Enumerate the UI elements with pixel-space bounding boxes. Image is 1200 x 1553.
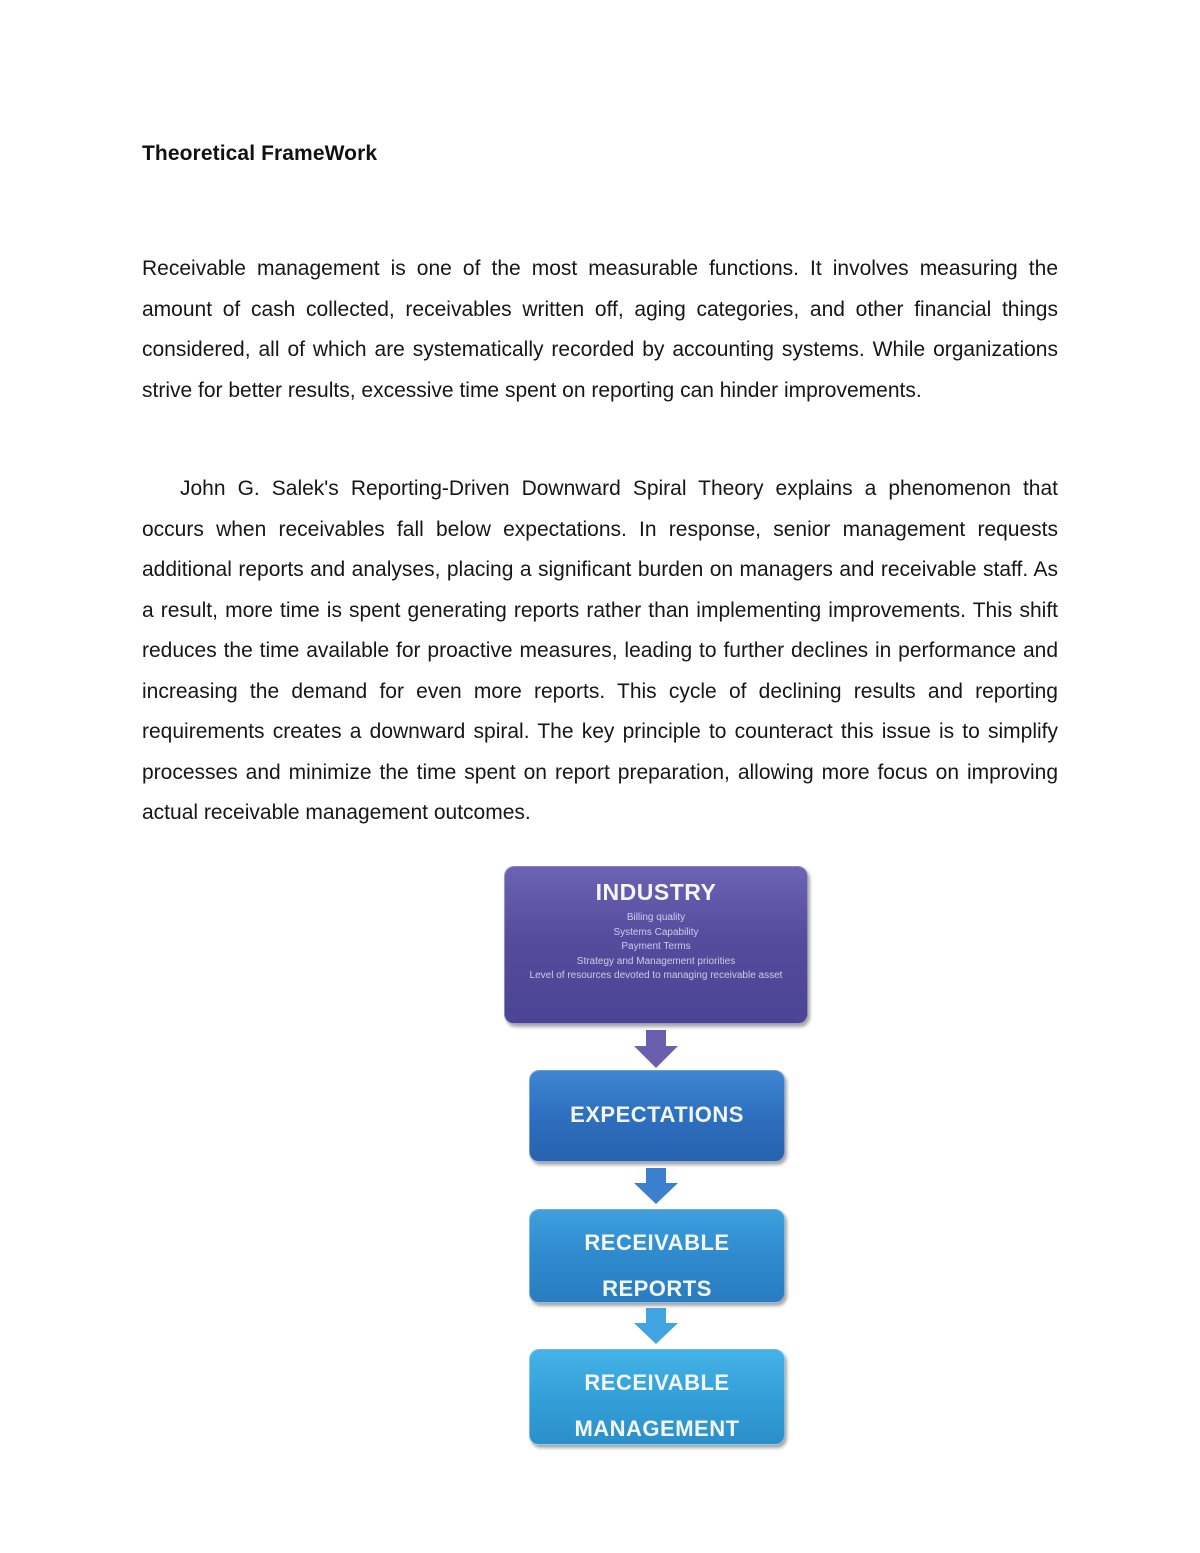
arrow-shape [634, 1308, 678, 1344]
receivable-reports-title-line2: REPORTS [602, 1276, 712, 1301]
industry-factor-item: Payment Terms [621, 941, 691, 952]
paragraph-intro: Receivable management is one of the most measurable functions. It involves measuring the amount of cash collected, receivables written off, aging categories, and other financial things considered, all of which are systematically recorded by accounting systems. While organizations strive for better results, excessive time spent on reporting can hinder improvements. [142, 257, 1058, 402]
receivable-reports-title-line1: RECEIVABLE [584, 1230, 730, 1255]
paragraph-theory: John G. Salek's Reporting-Driven Downward Spiral Theory explains a phenomenon that occurs when receivables fall below expectations. In response, senior management requests additional reports and analyses, placing a significant burden on managers and receivable staff. As a result, more time is spent generating reports rather than implementing improvements. This shift reduces the time available for proactive measures, leading to further declines in performance and increasing the demand for even more reports. This cycle of declining results and reporting requirements creates a downward spiral. The key principle to counteract this issue is to simplify processes and minimize the time spent on report preparation, allowing more focus on improving actual receivable management outcomes. [142, 477, 1058, 824]
expectations-box [529, 1070, 785, 1162]
down-arrow-icon [634, 1030, 678, 1068]
receivable-reports-box [529, 1209, 785, 1303]
arrow-shape [634, 1168, 678, 1204]
down-arrow-icon [634, 1308, 678, 1344]
down-arrow-icon [634, 1168, 678, 1204]
expectations-title: EXPECTATIONS [570, 1102, 744, 1127]
receivable-management-title-line2: MANAGEMENT [574, 1416, 740, 1441]
industry-box [504, 866, 808, 1024]
section-heading: Theoretical FrameWork [142, 142, 378, 165]
industry-factor-item: Level of resources devoted to managing receivable asset [529, 970, 783, 981]
receivable-management-title-line1: RECEIVABLE [584, 1370, 730, 1395]
receivable-management-box [529, 1349, 785, 1445]
industry-factor-item: Systems Capability [613, 926, 699, 938]
industry-factor-item: Billing quality [626, 912, 686, 923]
arrow-shape [634, 1030, 678, 1068]
industry-factor-item: Strategy and Management priorities [576, 955, 736, 967]
industry-title: INDUSTRY [595, 879, 717, 905]
industry-factor-list [505, 911, 807, 984]
